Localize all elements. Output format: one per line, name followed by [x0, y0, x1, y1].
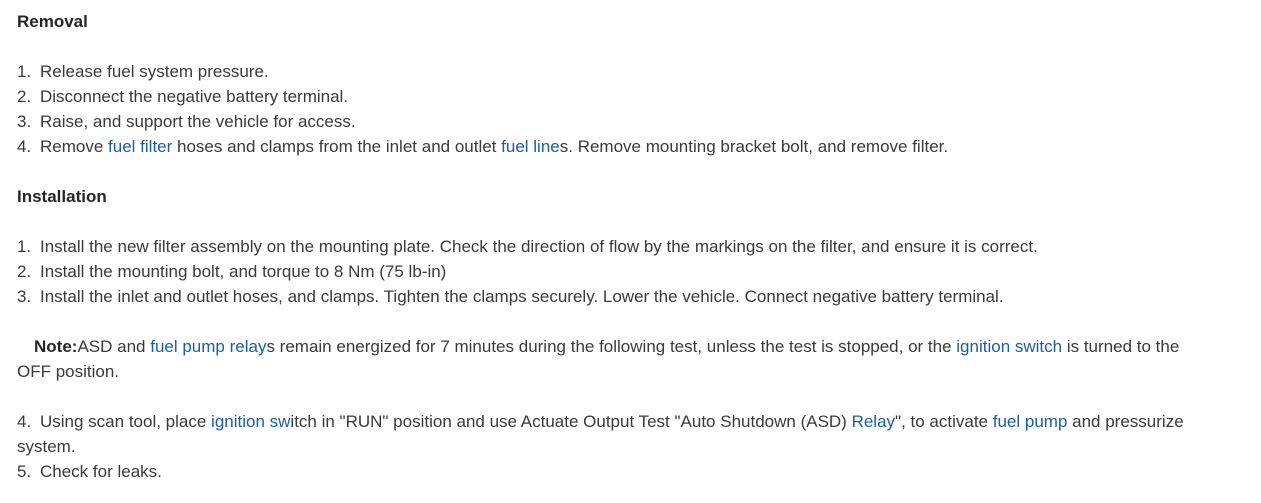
step-text: Raise, and support the vehicle for access. [40, 112, 356, 131]
step-number: 1. [17, 62, 32, 81]
step-number: 2. [17, 87, 32, 106]
step-number: 2. [17, 262, 32, 281]
step-text: Using scan tool, place [40, 412, 212, 431]
step-number: 4. [17, 137, 32, 156]
note-text: ASD and [77, 337, 151, 356]
installation-step-1 [17, 234, 1038, 259]
fuel-pump-relay-link[interactable]: fuel pump relay [150, 337, 267, 356]
step-text: Install the mounting bolt, and torque to 8 Nm (75 lb-in) [40, 262, 447, 281]
step-text: itch in "RUN" position and use Actuate Output Test "Auto Shutdown (ASD) [290, 412, 852, 431]
step-number: 5. [17, 462, 32, 481]
installation-step-2 [17, 259, 446, 284]
note-label: Note: [34, 337, 78, 356]
note-text: is turned to the [1062, 337, 1180, 356]
step-text: hoses and clamps from the inlet and outlet [172, 137, 502, 156]
step-number: 3. [17, 112, 32, 131]
step-number: 1. [17, 237, 32, 256]
installation-step-4 [17, 409, 1184, 434]
fuel-line-link[interactable]: fuel line [501, 137, 560, 156]
note-line-1 [34, 334, 1179, 359]
note-text: s remain energized for 7 minutes during the following test, unless the test is stopped, or the [266, 337, 957, 356]
installation-step-4-cont: system. [17, 437, 76, 456]
fuel-filter-link[interactable]: fuel filter [108, 137, 173, 156]
step-number: 3. [17, 287, 32, 306]
step-text: and pressurize [1067, 412, 1184, 431]
removal-step-2 [17, 84, 348, 109]
step-text: ", to activate [895, 412, 993, 431]
removal-step-1 [17, 59, 269, 84]
note-line-2: OFF position. [17, 362, 120, 381]
installation-step-5 [17, 459, 162, 484]
step-text: s. Remove mounting bracket bolt, and remove filter. [559, 137, 949, 156]
removal-step-3 [17, 109, 356, 134]
removal-step-4 [17, 134, 948, 159]
installation-heading: Installation [17, 187, 107, 206]
step-number: 4. [17, 412, 32, 431]
ignition-switch-link[interactable]: ignition switch [956, 337, 1063, 356]
step-text: Disconnect the negative battery terminal. [40, 87, 349, 106]
step-text: Remove [40, 137, 109, 156]
step-text: Check for leaks. [40, 462, 162, 481]
step-text: Release fuel system pressure. [40, 62, 269, 81]
step-text: Install the inlet and outlet hoses, and clamps. Tighten the clamps securely. Lower the vehicle. Connect negative battery terminal. [40, 287, 1004, 306]
step-text: Install the new filter assembly on the mounting plate. Check the direction of flow by the markings on the filter, and ensure it is correct. [40, 237, 1038, 256]
ignition-switch-link-2[interactable]: ignition sw [211, 412, 291, 431]
relay-link[interactable]: Relay [851, 412, 896, 431]
removal-heading: Removal [17, 12, 88, 31]
installation-step-3 [17, 284, 1004, 309]
fuel-pump-link[interactable]: fuel pump [992, 412, 1068, 431]
